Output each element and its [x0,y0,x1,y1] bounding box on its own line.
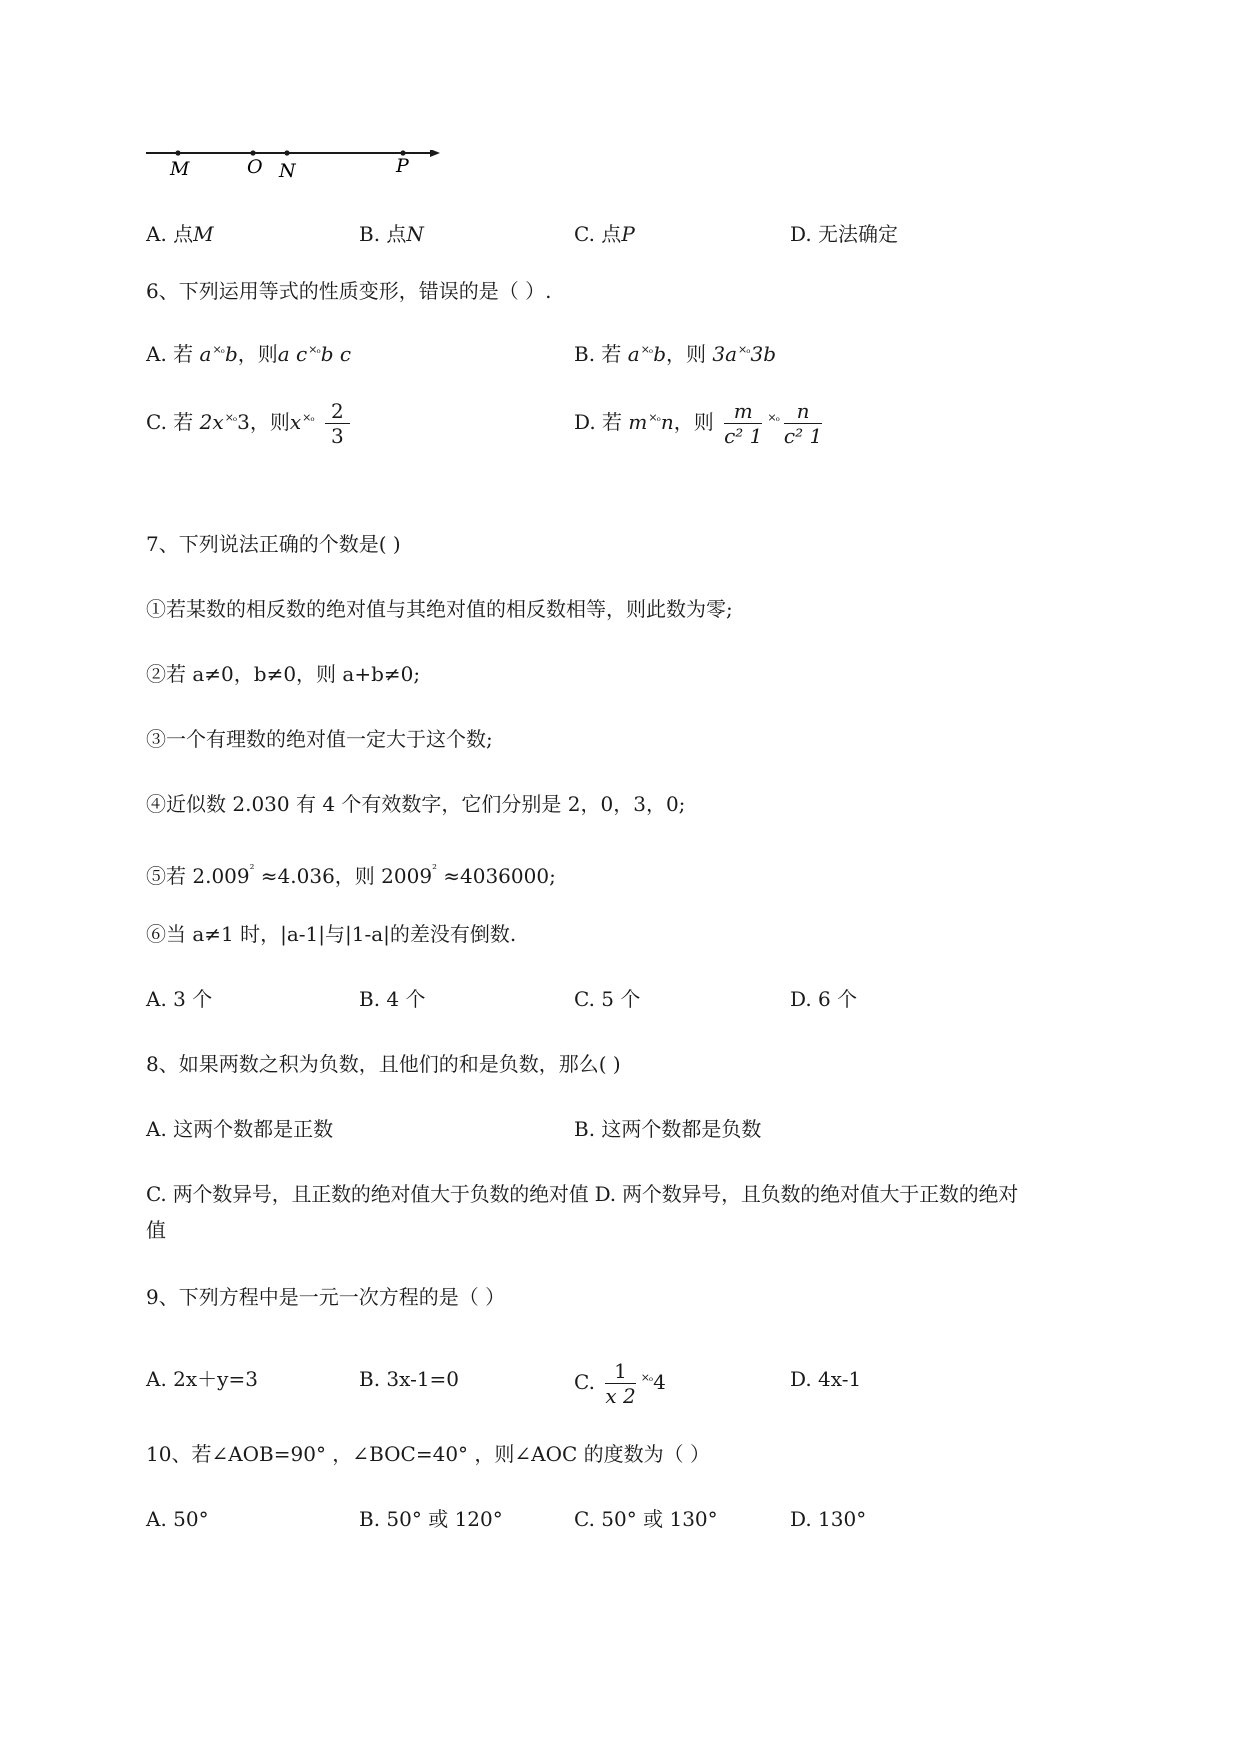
q7-stem: 7、下列说法正确的个数是( ) [146,532,401,556]
q5-option-a-label: A. 点 [146,222,194,246]
q6-d-num2: n [784,399,822,424]
arrow-head [430,150,440,157]
q6-option-d [574,392,826,448]
label-m: M [170,158,190,180]
q9-c-prefix: C. [574,1370,595,1394]
q6-d-den1: c² 1 [724,424,763,448]
q6-c-num: 2 [325,399,350,424]
q6-d-num1: m [724,399,762,424]
q6-c-glyph2: ×ₒ [302,411,314,424]
q9-option-a: A. 2x＋y=3 [146,1367,258,1391]
q6-d-then: ，则 [673,410,714,434]
point-m [175,150,180,155]
q5-option-b-label: B. 点 [359,222,407,246]
q6-stem: 6、下列运用等式的性质变形，错误的是（ ）. [146,279,552,303]
q6-option-a [146,336,351,368]
number-line-svg [146,150,446,190]
point-n [284,150,289,155]
q6-a-prefix: A. 若 [146,342,194,366]
q6-c-then: ，则 [249,410,290,434]
q9-c-rhs: 4 [653,1370,666,1394]
q6-d-glyph2: ×ₒ [767,411,779,424]
q8-option-b: B. 这两个数都是负数 [574,1117,762,1141]
q7-option-c: C. 5 个 [574,987,641,1011]
q6-c-den: 3 [331,424,344,448]
q10-option-a: A. 50° [146,1507,209,1531]
q7-s5-part3: ≈4036000; [436,864,556,888]
q6-option-c [146,392,354,448]
q7-option-b: B. 4 个 [359,987,426,1011]
q6-a-expr1: a [199,342,212,366]
q6-a-expr4: b c [320,342,352,366]
q6-option-b [574,336,776,368]
q5-option-b [359,220,424,248]
q7-statement-3: ③一个有理数的绝对值一定大于这个数; [146,727,493,751]
q7-s5-part2: ≈4.036，则 2009 [254,864,433,888]
q6-d-fraction-left [724,399,762,448]
q9-c-den: x 2 [605,1384,636,1408]
q5-option-c-label: C. 点 [574,222,622,246]
q7-statement-2: ②若 a≠0，b≠0，则 a+b≠0; [146,662,421,686]
q6-d-expr2: n [660,410,674,434]
q8-option-a: A. 这两个数都是正数 [146,1117,334,1141]
q6-b-expr1: a [627,342,640,366]
q5-option-a [146,220,214,248]
q6-d-den2: c² 1 [783,424,823,448]
q6-b-expr4: 3b [750,342,777,366]
q8-option-cd-wrap: 值 [146,1218,166,1242]
q7-statement-6: ⑥当 a≠1 时，|a-1|与|1-a|的差没有倒数. [146,922,517,946]
q6-a-expr3: a c [277,342,308,366]
q6-c-fraction [325,399,350,448]
q7-s5-sup2: ² [432,862,437,876]
q10-stem: 10、若∠AOB=90° ，∠BOC=40° ，则∠AOC 的度数为（ ） [146,1442,711,1466]
q5-option-c [574,220,635,248]
q9-c-num: 1 [605,1359,635,1384]
q9-option-d: D. 4x-1 [790,1367,862,1391]
q6-d-prefix: D. 若 [574,410,623,434]
q7-statement-4: ④近似数 2.030 有 4 个有效数字，它们分别是 2，0，3，0; [146,792,686,816]
q9-c-glyph: ×ₒ [640,1371,653,1384]
q6-c-prefix: C. 若 [146,410,194,434]
q9-option-b: B. 3x-1=0 [359,1367,460,1391]
q6-a-expr2: b [224,342,238,366]
q9-option-c [574,1352,666,1408]
q7-s5-part1: ⑤若 2.009 [146,864,250,888]
q6-a-then: ，则 [237,342,278,366]
q6-b-expr2: b [653,342,666,366]
q6-b-glyph2: ×ₒ [738,343,750,356]
q7-statement-5 [146,855,556,890]
q5-option-a-var: M [193,222,214,246]
q5-option-b-var: N [406,222,424,246]
q6-c-glyph1: ×ₒ [224,411,237,424]
q6-b-glyph1: ×ₒ [640,343,653,356]
q6-c-expr3: x [289,410,302,434]
q6-b-then: ，则 [666,342,706,366]
q6-a-glyph2: ×ₒ [308,343,320,356]
q10-option-b: B. 50° 或 120° [359,1507,503,1531]
q6-b-prefix: B. 若 [574,342,622,366]
q8-option-cd: C. 两个数异号，且正数的绝对值大于负数的绝对值 D. 两个数异号，且负数的绝对值大于正数的绝对 [146,1182,1019,1206]
q10-option-d: D. 130° [790,1507,867,1531]
q9-c-fraction [605,1359,635,1408]
q6-d-fraction-right [784,399,822,448]
label-p: P [396,155,409,177]
q8-stem: 8、如果两数之积为负数，且他们的和是负数，那么( ) [146,1052,621,1076]
point-o [250,150,255,155]
q6-c-expr1: 2x [199,410,224,434]
q5-option-c-var: P [621,222,635,246]
q5-option-d: D. 无法确定 [790,222,899,246]
q9-stem: 9、下列方程中是一元一次方程的是（ ） [146,1285,506,1309]
q7-option-a: A. 3 个 [146,987,213,1011]
q6-c-expr2: 3 [237,410,250,434]
q6-b-expr3: 3a [712,342,738,366]
q7-s5-sup1: ² [249,862,255,876]
number-line-figure [146,150,446,195]
q6-d-glyph1: ×ₒ [648,411,660,424]
q10-option-c: C. 50° 或 130° [574,1507,718,1531]
q7-option-d: D. 6 个 [790,987,858,1011]
q7-statement-1: ①若某数的相反数的绝对值与其绝对值的相反数相等，则此数为零; [146,597,733,621]
q6-d-expr1: m [628,410,648,434]
label-o: O [247,156,263,178]
q6-a-glyph1: ×ₒ [212,343,224,356]
label-n: N [279,160,296,182]
